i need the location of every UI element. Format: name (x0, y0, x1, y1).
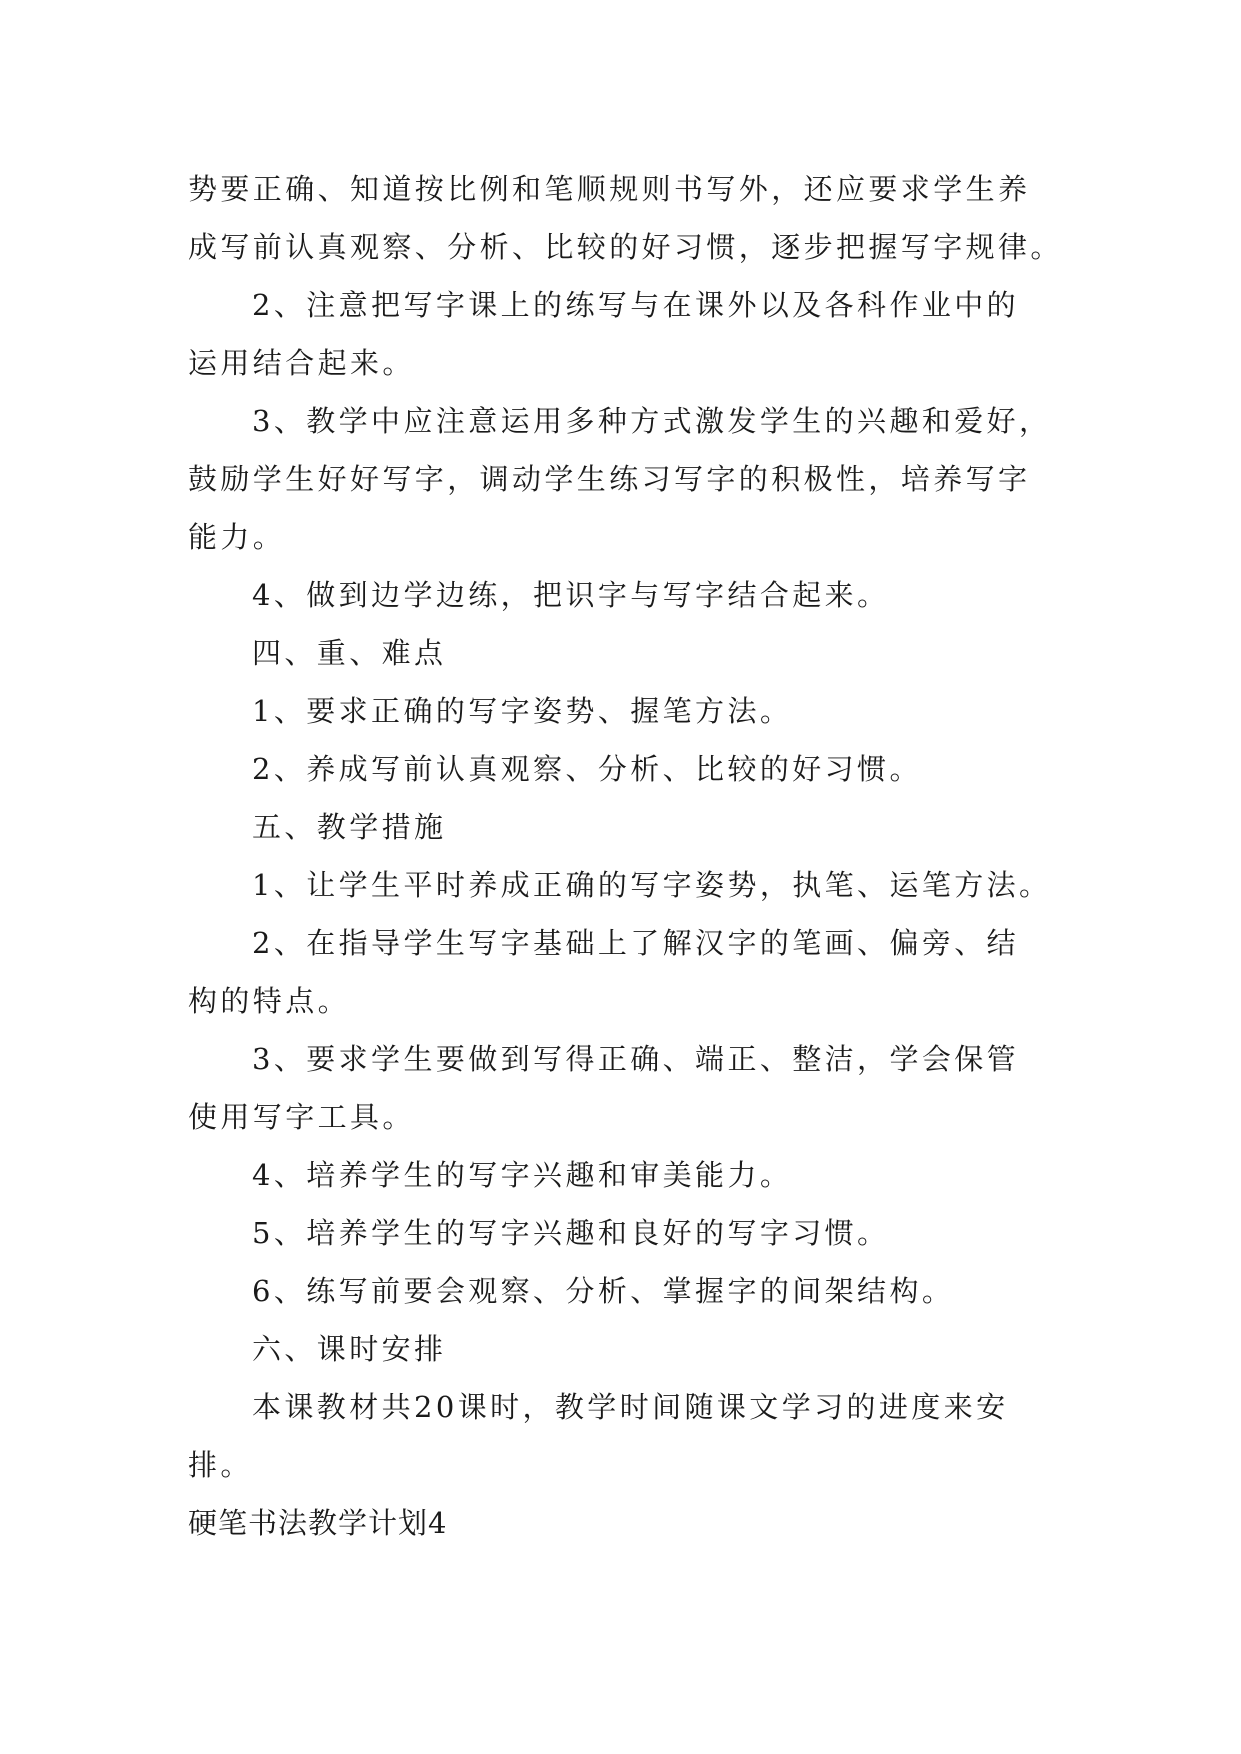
paragraph-line: 能力。 (188, 520, 286, 554)
paragraph-line: 1、让学生平时养成正确的写字姿势，执笔、运笔方法。 (252, 868, 1052, 902)
paragraph-line: 四、重、难点 (252, 636, 447, 670)
paragraph-line: 六、课时安排 (252, 1332, 447, 1366)
paragraph-line: 6、练写前要会观察、分析、掌握字的间架结构。 (252, 1274, 955, 1308)
document-page (188, 160, 1063, 1552)
paragraph-line: 鼓励学生好好写字，调动学生练习写字的积极性，培养写字 (188, 462, 1031, 496)
paragraph-line: 构的特点。 (188, 984, 351, 1018)
paragraph-line: 排。 (188, 1448, 253, 1482)
paragraph-line: 5、培养学生的写字兴趣和良好的写字习惯。 (252, 1216, 890, 1250)
paragraph-line: 势要正确、知道按比例和笔顺规则书写外，还应要求学生养 (188, 172, 1031, 206)
paragraph-line: 3、教学中应注意运用多种方式激发学生的兴趣和爱好， (252, 404, 1052, 438)
paragraph-line: 1、要求正确的写字姿势、握笔方法。 (252, 694, 793, 728)
paragraph-line: 运用结合起来。 (188, 346, 415, 380)
paragraph-line: 2、注意把写字课上的练写与在课外以及各科作业中的 (252, 288, 1020, 322)
paragraph-line: 本课教材共20课时，教学时间随课文学习的进度来安 (252, 1390, 1009, 1424)
paragraph-line: 4、培养学生的写字兴趣和审美能力。 (252, 1158, 793, 1192)
section-title: 硬笔书法教学计划4 (188, 1506, 448, 1540)
paragraph-line: 2、养成写前认真观察、分析、比较的好习惯。 (252, 752, 922, 786)
paragraph-line: 4、做到边学边练，把识字与写字结合起来。 (252, 578, 890, 612)
paragraph-line: 3、要求学生要做到写得正确、端正、整洁，学会保管 (252, 1042, 1020, 1076)
paragraph-line: 五、教学措施 (252, 810, 447, 844)
document-body (188, 160, 1063, 1494)
paragraph-line: 2、在指导学生写字基础上了解汉字的笔画、偏旁、结 (252, 926, 1020, 960)
paragraph-line: 使用写字工具。 (188, 1100, 415, 1134)
paragraph-line: 成写前认真观察、分析、比较的好习惯，逐步把握写字规律。 (188, 230, 1063, 264)
